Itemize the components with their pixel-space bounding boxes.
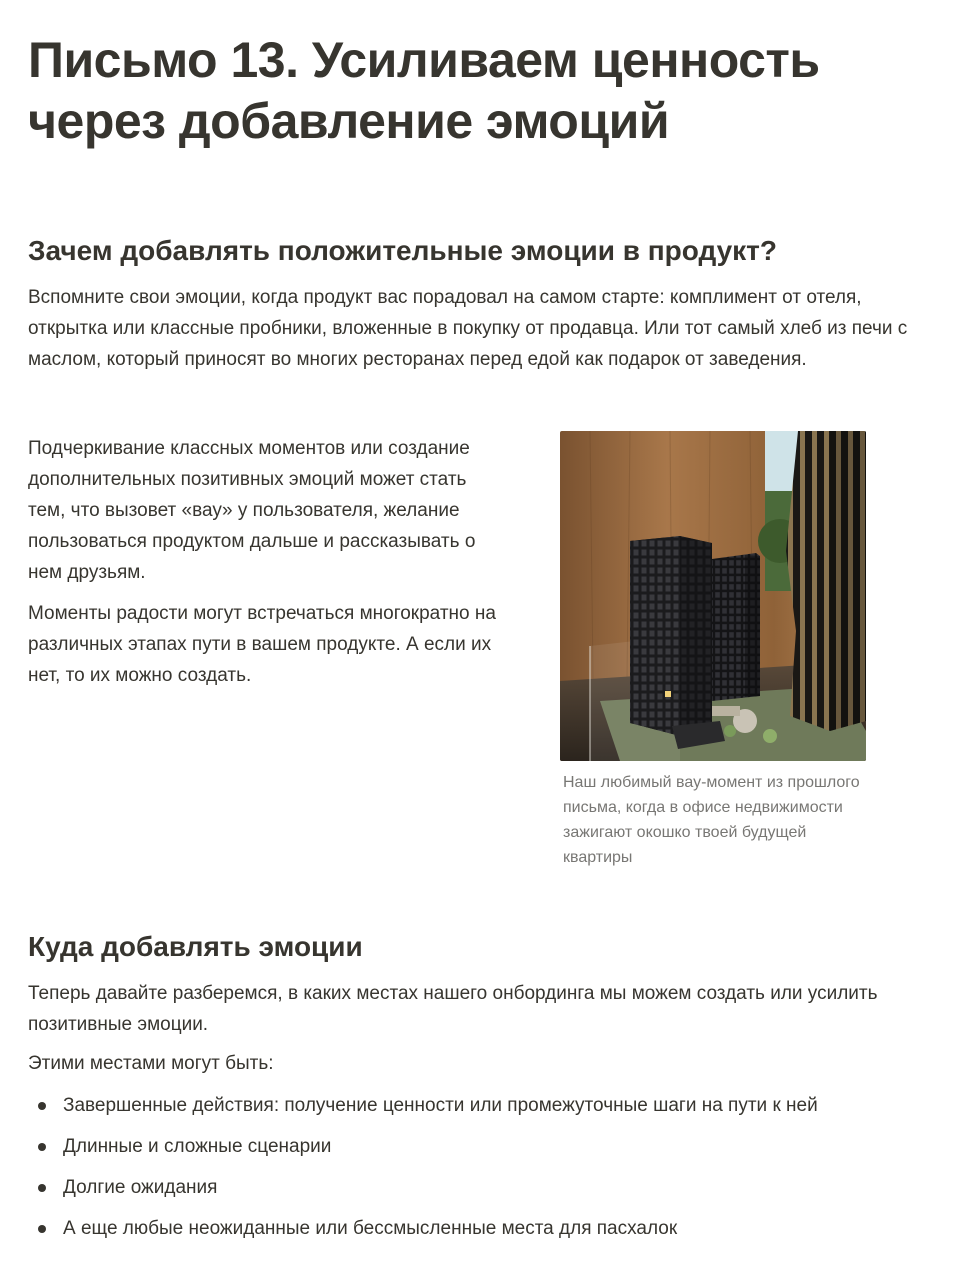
figure-caption: Наш любимый вау-момент из прошлого письма, когда в офисе недвижимости зажигают окошко твоей будущей квартиры [563,774,860,866]
list-item-text: Длинные и сложные сценарии [63,1136,332,1157]
list-item-text: Долгие ожидания [63,1177,218,1198]
list-item [28,1131,928,1162]
why-paragraph-1: Подчеркивание классных моментов или создание дополнительных позитивных эмоций может стать тем, что вызовет «вау» у пользователя, желание пользоваться продуктом дальше и рассказывать о нем друзьям. [28,438,476,583]
why-intro-paragraph: Вспомните свои эмоции, когда продукт вас порадовал на самом старте: комплимент от отеля, открытка или классные пробники, вложенные в покупку от продавца. Или тот самый хлеб из печи с маслом, который приносят во многих ресторанах перед едой как подарок от заведения. [28,287,908,370]
architectural-model-photo[interactable] [560,431,866,761]
bullet-icon [38,1102,46,1110]
why-text-column [28,433,508,691]
page-title: Письмо 13. Усиливаем ценность через добавление эмоций [28,32,820,149]
list-item [28,1172,928,1203]
why-paragraph-2: Моменты радости могут встречаться многократно на различных этапах пути в вашем продукте. А если их нет, то их можно создать. [28,603,496,686]
bullet-icon [38,1184,46,1192]
emotion-places-list [28,1090,928,1254]
list-item [28,1213,928,1244]
list-lead: Этими местами могут быть: [28,1053,274,1074]
list-item [28,1090,928,1121]
section-heading-why: Зачем добавлять положительные эмоции в продукт? [28,235,777,266]
bullet-icon [38,1143,46,1151]
list-item-text: А еще любые неожиданные или бессмысленные места для пасхалок [63,1218,678,1239]
section-heading-where: Куда добавлять эмоции [28,931,363,962]
where-intro-paragraph: Теперь давайте разберемся, в каких местах нашего онбординга мы можем создать или усилить позитивные эмоции. [28,983,878,1035]
bullet-icon [38,1225,46,1233]
figure [560,431,866,870]
list-item-text: Завершенные действия: получение ценности или промежуточные шаги на пути к ней [63,1095,818,1116]
